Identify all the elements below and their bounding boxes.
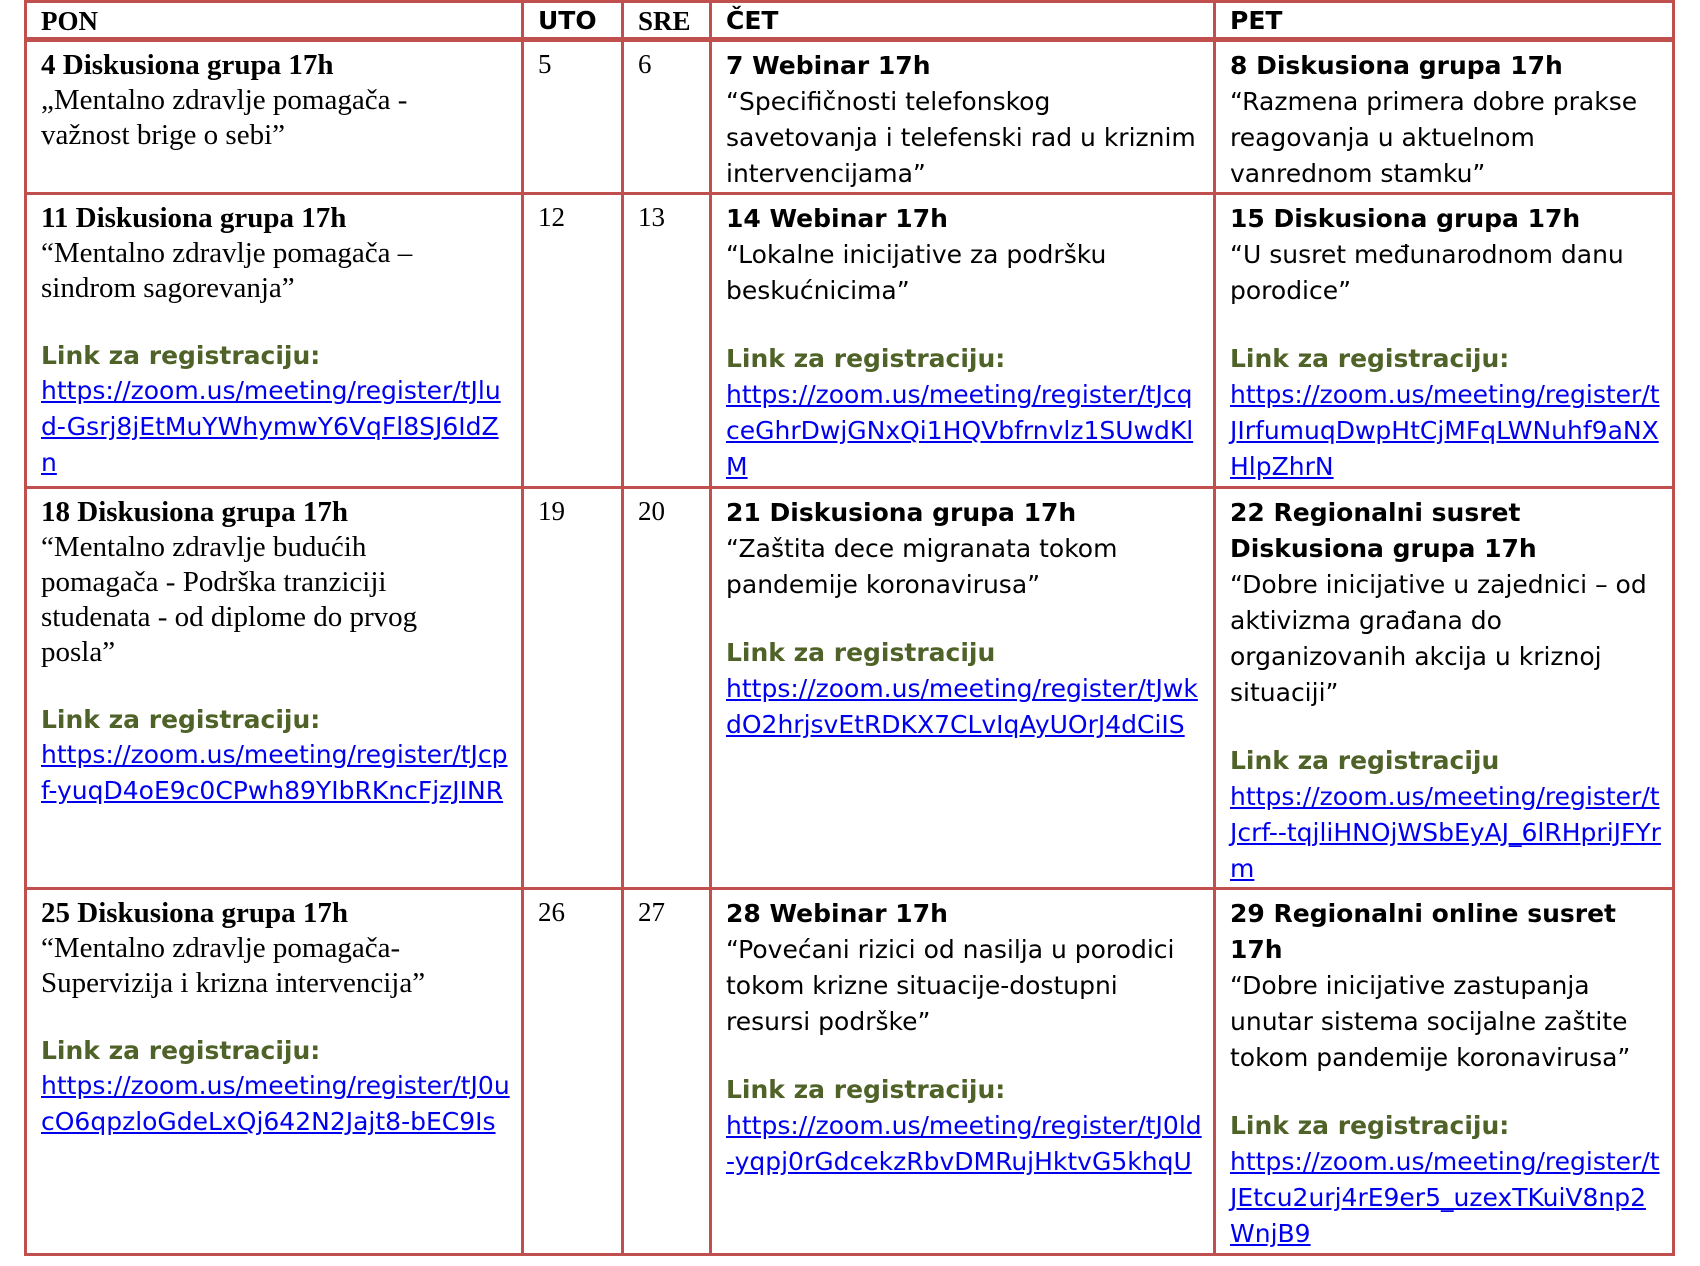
event-title: 22 Regionalni susret Diskusiona grupa 17h	[1230, 497, 1537, 563]
header-wed: SRE	[623, 2, 711, 40]
event-title: 4 Diskusiona grupa 17h	[41, 49, 334, 82]
day-number-wed: 27	[623, 889, 711, 1255]
event-desc-line: resursi podrške”	[726, 1007, 931, 1037]
event-desc-line: “Razmena primera dobre prakse	[1230, 87, 1638, 117]
registration-link[interactable]: https://zoom.us/meeting/register/tJEtcu2urj4rE9er5_uzexTKuiV8np2WnjB9	[1230, 1147, 1660, 1249]
week-row-4	[26, 889, 1674, 1255]
day-cell-mon	[26, 40, 523, 194]
registration-label: Link za registraciju:	[726, 344, 1006, 374]
event-desc-line: reagovanja u aktuelnom	[1230, 123, 1535, 153]
event-desc-line: porodice”	[1230, 276, 1352, 306]
registration-link[interactable]: https://zoom.us/meeting/register/tJwkdO2hrjsvEtRDKX7CLvIqAyUOrJ4dCiIS	[726, 673, 1198, 739]
registration-link[interactable]: https://zoom.us/meeting/register/tJ0ld-yqpj0rGdcekzRbvDMRujHktvG5khqU	[726, 1111, 1202, 1177]
event-desc-line: unutar sistema socijalne zaštite	[1230, 1007, 1628, 1037]
event-desc-line: “Specifičnosti telefonskog	[726, 87, 1051, 117]
header-row	[26, 2, 1674, 40]
registration-label: Link za registraciju:	[1230, 344, 1510, 374]
registration-link[interactable]: https://zoom.us/meeting/register/tJlud-Gsrj8jEtMuYWhymwY6VqFl8SJ6IdZn	[41, 376, 501, 478]
event-desc-line: sindrom sagorevanja”	[41, 272, 295, 305]
event-desc-line: intervencijama”	[726, 159, 926, 189]
day-cell-thu	[711, 194, 1215, 487]
day-cell-thu	[711, 889, 1215, 1255]
day-number-tue: 19	[523, 487, 623, 889]
registration-label: Link za registraciju:	[726, 1075, 1006, 1105]
event-desc-line: Supervizija i krizna intervencija”	[41, 967, 426, 1000]
event-desc-line: tokom krizne situacije-dostupni	[726, 971, 1118, 1001]
day-cell-fri	[1215, 889, 1674, 1255]
event-desc-line: “Povećani rizici od nasilja u porodici	[726, 935, 1175, 965]
registration-link[interactable]: https://zoom.us/meeting/register/tJcpf-yuqD4oE9c0CPwh89YIbRKncFjzJINR	[41, 739, 508, 805]
registration-label: Link za registraciju	[726, 637, 996, 667]
event-desc-line: “U susret međunarodnom danu	[1230, 240, 1624, 270]
day-cell-mon	[26, 194, 523, 487]
day-cell-mon	[26, 889, 523, 1255]
event-desc-line: tokom pandemije koronavirusa”	[1230, 1043, 1631, 1073]
event-desc-line: situaciji”	[1230, 677, 1339, 707]
event-title: 18 Diskusiona grupa 17h	[41, 495, 349, 528]
event-desc-line: “Lokalne inicijative za podršku	[726, 240, 1107, 270]
day-cell-thu	[711, 40, 1215, 194]
registration-link[interactable]: https://zoom.us/meeting/register/tJcqceGhrDwjGNxQi1HQVbfrnvlz1SUwdKlM	[726, 380, 1194, 482]
header-mon: PON	[26, 2, 523, 40]
event-title: 15 Diskusiona grupa 17h	[1230, 204, 1581, 234]
event-desc-line: posla”	[41, 635, 116, 668]
event-title: 7 Webinar 17h	[726, 51, 931, 81]
event-desc-line: “Mentalno zdravlje budućih	[41, 530, 367, 563]
registration-label: Link za registraciju:	[41, 1036, 321, 1066]
event-desc-line: pomagača - Podrška tranziciji	[41, 565, 387, 598]
day-number-wed: 6	[623, 40, 711, 194]
day-cell-thu	[711, 487, 1215, 889]
event-desc-line: aktivizma građana do	[1230, 605, 1502, 635]
event-title: 28 Webinar 17h	[726, 899, 948, 929]
day-number-tue: 26	[523, 889, 623, 1255]
event-desc-line: pandemije koronavirusa”	[726, 569, 1041, 599]
registration-link[interactable]: https://zoom.us/meeting/register/tJcrf--tqjliHNOjWSbEyAJ_6lRHpriJFYrm	[1230, 781, 1661, 883]
event-desc-line: vanrednom stamku”	[1230, 159, 1486, 189]
calendar-table	[24, 0, 1675, 1256]
event-desc-line: “Dobre inicijative u zajednici – od	[1230, 569, 1647, 599]
registration-link[interactable]: https://zoom.us/meeting/register/tJIrfumuqDwpHtCjMFqLWNuhf9aNXHlpZhrN	[1230, 380, 1660, 482]
event-title: 21 Diskusiona grupa 17h	[726, 497, 1077, 527]
day-number-tue: 5	[523, 40, 623, 194]
day-number-wed: 13	[623, 194, 711, 487]
event-desc-line: “Zaštita dece migranata tokom	[726, 533, 1118, 563]
week-row-3	[26, 487, 1674, 889]
day-cell-fri	[1215, 40, 1674, 194]
event-title: 25 Diskusiona grupa 17h	[41, 897, 349, 930]
registration-label: Link za registraciju:	[41, 341, 321, 371]
event-title: 29 Regionalni online susret 17h	[1230, 899, 1617, 965]
registration-link[interactable]: https://zoom.us/meeting/register/tJ0ucO6qpzloGdeLxQj642N2Jajt8-bEC9Is	[41, 1071, 510, 1137]
event-desc-line: “Mentalno zdravlje pomagača –	[41, 237, 413, 270]
event-title: 8 Diskusiona grupa 17h	[1230, 51, 1563, 81]
day-cell-fri	[1215, 194, 1674, 487]
event-desc-line: “Dobre inicijative zastupanja	[1230, 971, 1590, 1001]
event-title: 14 Webinar 17h	[726, 204, 948, 234]
event-title: 11 Diskusiona grupa 17h	[41, 202, 347, 235]
header-thu: ČET	[711, 2, 1215, 40]
registration-label: Link za registraciju:	[41, 704, 321, 734]
day-cell-mon	[26, 487, 523, 889]
event-desc-line: savetovanja i telefenski rad u kriznim	[726, 123, 1196, 153]
event-desc-line: važnost brige o sebi”	[41, 119, 286, 152]
event-desc-line: “Mentalno zdravlje pomagača-	[41, 932, 401, 965]
header-tue: UTO	[523, 2, 623, 40]
week-row-2	[26, 194, 1674, 487]
header-fri: PET	[1215, 2, 1674, 40]
day-number-wed: 20	[623, 487, 711, 889]
registration-label: Link za registraciju	[1230, 745, 1500, 775]
registration-label: Link za registraciju:	[1230, 1111, 1510, 1141]
day-cell-fri	[1215, 487, 1674, 889]
event-desc-line: „Mentalno zdravlje pomagača -	[41, 84, 408, 117]
day-number-tue: 12	[523, 194, 623, 487]
event-desc-line: studenata - od diplome do prvog	[41, 600, 418, 633]
event-desc-line: organizovanih akcija u kriznoj	[1230, 641, 1602, 671]
event-desc-line: beskućnicima”	[726, 276, 910, 306]
week-row-1	[26, 40, 1674, 194]
